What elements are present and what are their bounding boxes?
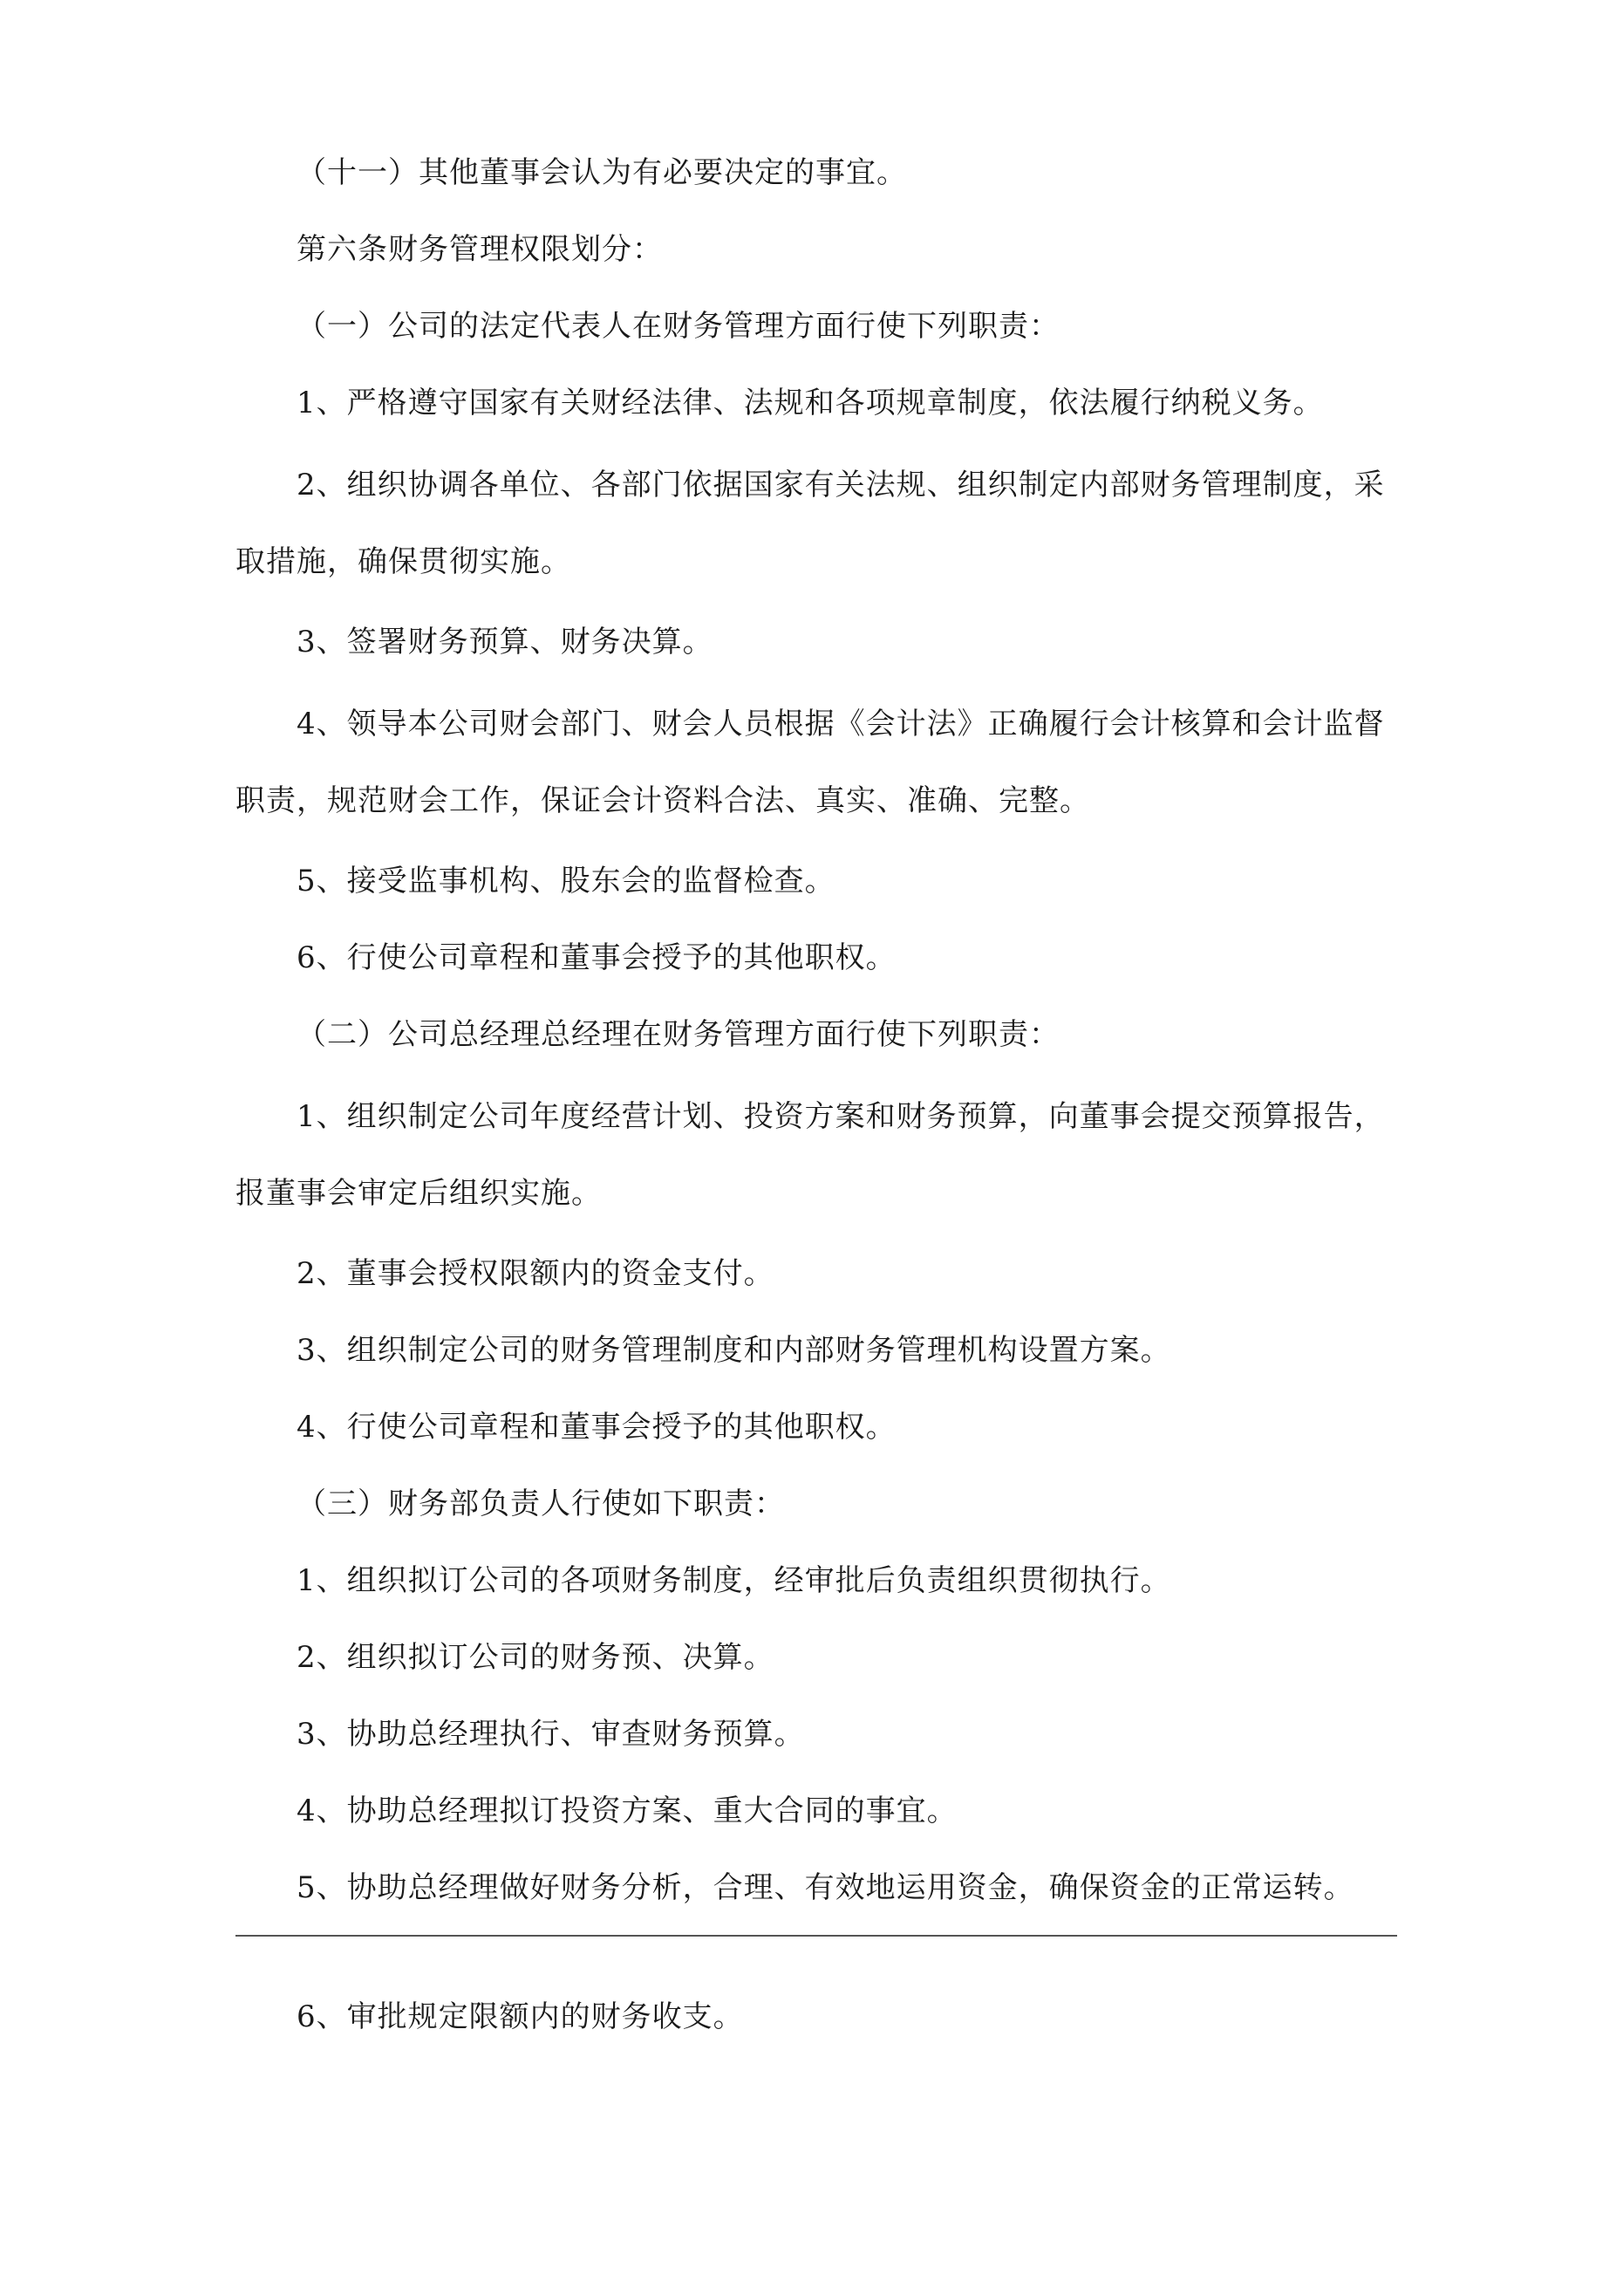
list-item: 5、协助总经理做好财务分析，合理、有效地运用资金，确保资金的正常运转。: [297, 1870, 1354, 1905]
list-item: 4、领导本公司财会部门、财会人员根据《会计法》正确履行会计核算和会计监督职责，规范财会工作，保证会计资料合法、真实、准确、完整。: [235, 707, 1385, 818]
list-item: 3、组织制定公司的财务管理制度和内部财务管理机构设置方案。: [297, 1333, 1171, 1368]
list-item: 4、协助总经理拟订投资方案、重大合同的事宜。: [297, 1794, 958, 1828]
list-item: 6、审批规定限额内的财务收支。: [297, 1999, 744, 2034]
article-heading: 第六条财务管理权限划分：: [297, 232, 663, 267]
page-divider: [235, 1935, 1397, 1937]
list-item: 1、严格遵守国家有关财经法律、法规和各项规章制度，依法履行纳税义务。: [297, 386, 1324, 420]
section-heading: （一）公司的法定代表人在财务管理方面行使下列职责：: [297, 309, 1060, 344]
section-heading: （二）公司总经理总经理在财务管理方面行使下列职责：: [297, 1017, 1060, 1052]
paragraph: （十一）其他董事会认为有必要决定的事宜。: [297, 155, 907, 190]
list-item: 5、接受监事机构、股东会的监督检查。: [297, 864, 835, 899]
list-item: 2、组织协调各单位、各部门依据国家有关法规、组织制定内部财务管理制度，采取措施，确保贯彻实施。: [235, 468, 1385, 579]
list-item: 2、董事会授权限额内的资金支付。: [297, 1256, 774, 1291]
list-item: 4、行使公司章程和董事会授予的其他职权。: [297, 1410, 897, 1445]
list-item: 3、签署财务预算、财务决算。: [297, 625, 713, 659]
list-item: 1、组织拟订公司的各项财务制度，经审批后负责组织贯彻执行。: [297, 1563, 1171, 1598]
list-item: 6、行使公司章程和董事会授予的其他职权。: [297, 940, 897, 975]
list-item: 3、协助总经理执行、审查财务预算。: [297, 1717, 805, 1752]
section-heading: （三）财务部负责人行使如下职责：: [297, 1486, 785, 1521]
list-item: 1、组织制定公司年度经营计划、投资方案和财务预算，向董事会提交预算报告，报董事会审定后组织实施。: [235, 1099, 1385, 1211]
list-item: 2、组织拟订公司的财务预、决算。: [297, 1640, 774, 1675]
